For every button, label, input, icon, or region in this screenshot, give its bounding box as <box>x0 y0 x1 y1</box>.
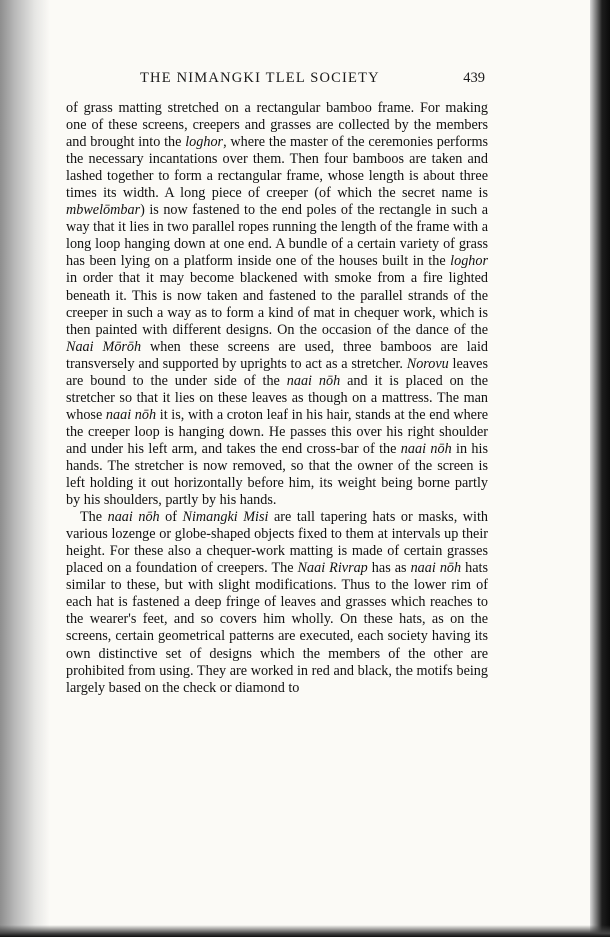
italic-term: naai nōh <box>286 372 341 389</box>
italic-term: loghor <box>185 134 224 151</box>
text-run: leaves are bound to the under side of the <box>66 355 489 389</box>
paragraph <box>66 100 488 509</box>
text-run: in order that it may become blackened with smoke from a fire lighted beneath it. This is now taken and fastened to the parallel strands of the creeper in such a way as to form a kind of mat in chequer work, which is then painted with different designs. On the occasion of the dance of the <box>66 270 488 338</box>
italic-term: naai nōh <box>410 560 462 577</box>
italic-term: mbwelōmbar <box>66 202 141 219</box>
italic-term: naai nōh <box>400 440 452 457</box>
text-run: when these screens are used, three bamboos are laid transversely and supported by uprights to act as a stretcher. <box>66 338 488 372</box>
text-run: of <box>159 509 183 526</box>
italic-term: naai nōh <box>107 509 160 526</box>
italic-term: Naai Rivrap <box>297 560 368 577</box>
italic-term: naai nōh <box>105 406 157 423</box>
italic-term: Nimangki Misi <box>182 509 269 526</box>
text-run: of grass matting stretched on a rectangular bamboo frame. For making one of these screens, creepers and grasses are collected by the members and brought into the <box>66 100 488 151</box>
text-run: hats similar to these, but with slight modifications. Thus to the lower rim of each hat is fastened a deep fringe of leaves and grasses which reaches to the wearer's feet, and so covers him wholly. On these hats, as on the screens, certain geometrical patterns are executed, each society having its own distinctive set of designs which the members of the other are prohibited from using. They are worked in red and black, the motifs being largely based on the check or diamond to <box>66 560 488 696</box>
text-run: , where the master of the ceremonies performs the necessary incantations over them. Then four bamboos are taken and lashed together to form a rectangular frame, whose length is about three times its width. A long piece of creeper (of which the secret name is <box>66 134 488 202</box>
italic-term: loghor <box>450 253 488 270</box>
scan-edge <box>590 0 610 937</box>
page-header <box>140 70 485 92</box>
gutter-shadow <box>0 0 50 937</box>
body-text <box>66 100 488 697</box>
text-run: are tall tapering hats or masks, with various lozenge or globe-shaped objects fixed to them at intervals up their height. For these also a chequer-work matting is made of certain grasses placed on a foundation of creepers. The <box>66 509 489 577</box>
page-number: 439 <box>463 70 485 86</box>
italic-term: Norovu <box>406 355 449 372</box>
scan-edge-bottom <box>0 925 610 937</box>
text-run: The <box>80 509 108 526</box>
text-run: and it is placed on the stretcher so that it lies on these leaves as though on a mattress. The man whose <box>66 372 488 423</box>
italic-term: Naai Mōrōh <box>66 338 142 355</box>
paragraph <box>66 509 488 697</box>
text-run: it is, with a croton leaf in his hair, stands at the end where the creeper loop is hanging down. He passes this over his right shoulder and under his left arm, and takes the end cross-bar of the <box>66 406 488 457</box>
text-run: has as <box>367 560 411 577</box>
running-title: THE NIMANGKI TLEL SOCIETY <box>140 70 380 86</box>
text-run: ) is now fastened to the end poles of the rectangle in such a way that it lies in two parallel ropes running the length of the frame with a long loop hanging down at one end. A bundle of a certain variety of grass has been lying on a platform inside one of the houses built in the <box>66 202 488 270</box>
text-run: in his hands. The stretcher is now removed, so that the owner of the screen is left holding it out horizontally before him, its weight being borne partly by his shoulders, partly by his hands. <box>66 440 488 509</box>
